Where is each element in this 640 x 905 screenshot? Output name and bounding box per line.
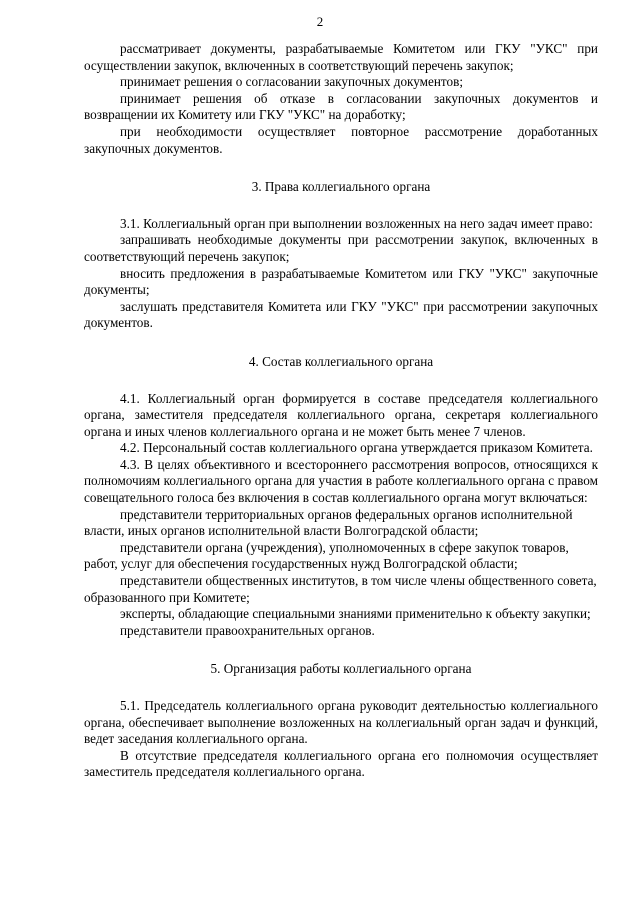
section-4-list-item: представители общественных институтов, в том числе члены общественного совета, образованного при Комитете; (84, 573, 597, 605)
section-4-paragraph: 4.3. В целях объективного и всестороннего рассмотрения вопросов, относящихся к полномочиям коллегиального органа для участия в работе коллегиального органа с правом совещательного голоса без включения в состав коллегиального органа могут включаться: (84, 456, 598, 506)
page-number: 2 (316, 14, 324, 29)
section-4-paragraph: 4.1. Коллегиальный орган формируется в составе председателя коллегиального органа, заместителя председателя коллегиального органа, секретаря коллегиального органа и иных членов коллегиального органа и не может быть менее 7 членов. (84, 390, 598, 439)
section-5-paragraph: В отсутствие председателя коллегиального органа его полномочия осуществляет заместитель председателя коллегиального органа. (84, 747, 598, 780)
section-5-heading: 5. Организация работы коллегиального органа (210, 661, 472, 677)
intro-paragraph: принимает решения о согласовании закупочных документов; (120, 74, 464, 90)
intro-paragraph: при необходимости осуществляет повторное рассмотрение доработанных закупочных документов. (84, 123, 598, 156)
intro-paragraph: принимает решения об отказе в согласовании закупочных документов и возвращении их Комитету или ГКУ "УКС" на доработку; (84, 90, 598, 123)
intro-paragraph: рассматривает документы, разрабатываемые Комитетом или ГКУ "УКС" при осуществлении закупок, включенных в соответствующий перечень закупок; (84, 41, 598, 73)
section-4-list-item: эксперты, обладающие специальными знаниями применительно к объекту закупки; (120, 606, 591, 622)
section-3-paragraph: заслушать представителя Комитета или ГКУ "УКС" при рассмотрении закупочных документов. (84, 298, 598, 331)
section-4-list-item: представители органа (учреждения), уполномоченных в сфере закупок товаров, работ, услуг для обеспечения государственных нужд Волгоградской области; (84, 539, 569, 572)
section-4-heading: 4. Состав коллегиального органа (248, 353, 434, 369)
section-4-list-item: представители территориальных органов федеральных органов исполнительной власти, иных органов исполнительной власти Волгоградской области; (84, 506, 573, 539)
section-3-heading: 3. Права коллегиального органа (251, 179, 431, 195)
section-4-list-item: представители правоохранительных органов. (120, 622, 375, 638)
page-content (84, 41, 598, 781)
section-4-paragraph: 4.2. Персональный состав коллегиального органа утверждается приказом Комитета. (120, 440, 593, 456)
section-3-paragraph: вносить предложения в разрабатываемые Комитетом или ГКУ "УКС" закупочные документы; (84, 265, 598, 298)
section-3-paragraph: 3.1. Коллегиальный орган при выполнении возложенных на него задач имеет право: (120, 215, 593, 231)
section-5-paragraph: 5.1. Председатель коллегиального органа руководит деятельностью коллегиального органа, обеспечивает выполнение возложенных на коллегиальный орган задач и функций, ведет заседания коллегиального органа. (84, 698, 598, 747)
section-3-paragraph: запрашивать необходимые документы при рассмотрении закупок, включенных в соответствующий перечень закупок; (84, 232, 598, 264)
